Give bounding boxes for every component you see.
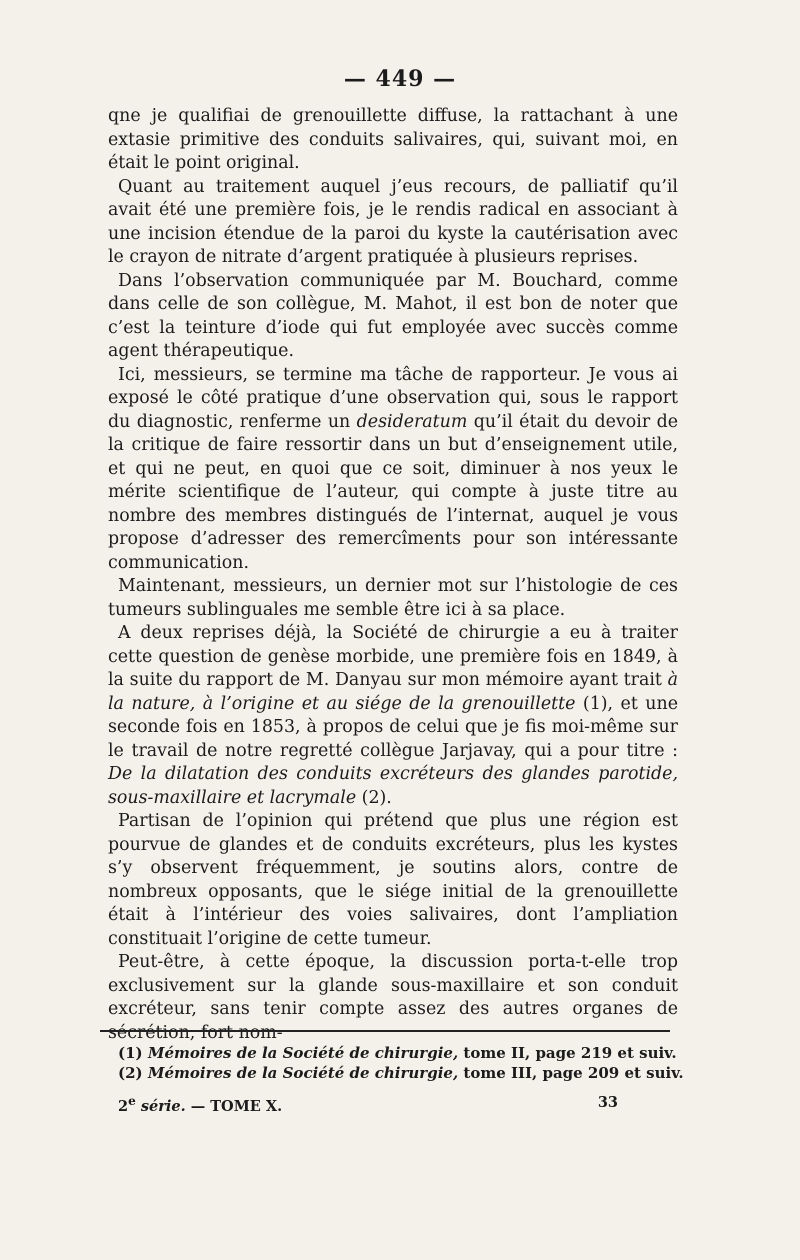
footnote-mark: (1) bbox=[118, 1044, 143, 1062]
paragraph-6-part-c: (1), et une seconde fois en 1853, à propos de celui que je fis moi-même sur le travail de notre regretté collègue Jarjavay, qui a pour titre : bbox=[108, 693, 679, 761]
paragraph-6 bbox=[108, 622, 678, 810]
page-number: — 449 — bbox=[343, 66, 457, 92]
signature-line bbox=[118, 1094, 618, 1115]
paragraph-4-italic: desideratum bbox=[356, 411, 468, 432]
paragraph-5: Maintenant, messieurs, un dernier mot sur l’histologie de ces tumeurs sublinguales me semble être ici à sa place. bbox=[108, 576, 678, 620]
footnote-rule bbox=[100, 1030, 670, 1032]
footnote-1 bbox=[118, 1043, 678, 1063]
paragraph-2: Quant au traitement auquel j’eus recours, de palliatif qu’il avait été une première fois, je le rendis radical en associant à une incision étendue de la paroi du kyste la cautérisation avec le crayon de nitrate d’argent pratiquée à plusieurs reprises. bbox=[108, 176, 678, 267]
signature-number: 33 bbox=[597, 1094, 618, 1111]
paragraph-4-part-a: Ici, messieurs, se termine ma tâche de rapporteur. Je vous ai exposé le côté pratique d’une observation qui, sous le rapport du diagnostic, renferme un bbox=[108, 364, 678, 432]
footnote-title: Mémoires de la Société de chirurgie, bbox=[147, 1064, 459, 1082]
series-label bbox=[118, 1094, 282, 1115]
paragraph-6-part-e: (2). bbox=[356, 787, 392, 808]
paragraph-4 bbox=[108, 364, 678, 576]
paragraph-4-part-c: qu’il était du devoir de la critique de faire ressortir dans un but d’enseignement utile, et qui ne peut, en quoi que ce soit, diminuer à nos yeux le mérite scientifique de l’auteur, qui compte à juste titre au nombre des membres distingués de l’internat, auquel je vous propose d’adresser des remercîments pour son intéressante communication. bbox=[108, 411, 678, 573]
paragraph-6-italic-1: à la nature, à l’origine et au siége de la grenouillette bbox=[108, 670, 678, 714]
footnote-rest: tome III, page 209 et suiv. bbox=[458, 1064, 684, 1082]
paragraph-8: Peut-être, à cette époque, la discussion porta-t-elle trop exclusivement sur la glande sous-maxillaire et son conduit excréteur, sans tenir compte assez des autres organes de sécrétion, fort nom- bbox=[108, 952, 678, 1043]
footnote-rest: tome II, page 219 et suiv. bbox=[458, 1044, 677, 1062]
series-superscript: e bbox=[128, 1094, 136, 1108]
footnote-2 bbox=[118, 1063, 684, 1083]
body-text bbox=[108, 105, 678, 1045]
footnotes bbox=[118, 1043, 684, 1083]
paragraph-6-part-a: A deux reprises déjà, la Société de chirurgie a eu à traiter cette question de genèse morbide, une première fois en 1849, à la suite du rapport de M. Danyau sur mon mémoire ayant trait bbox=[108, 623, 678, 690]
footnote-title: Mémoires de la Société de chirurgie, bbox=[147, 1044, 459, 1062]
paragraph-1: qne je qualifiai de grenouillette diffuse, la rattachant à une extasie primitive des conduits salivaires, qui, suivant moi, en était le point original. bbox=[108, 106, 678, 173]
tome-label: — TOME X. bbox=[190, 1097, 283, 1115]
footnote-mark: (2) bbox=[118, 1064, 143, 1082]
paragraph-3: Dans l’observation communiquée par M. Bouchard, comme dans celle de son collègue, M. Mahot, il est bon de noter que c’est la teinture d’iode qui fut employée avec succès comme agent thérapeutique. bbox=[108, 270, 678, 361]
paragraph-6-italic-2: De la dilatation des conduits excréteurs des glandes parotide, sous-maxillaire et lacrymale bbox=[108, 764, 678, 808]
paragraph-7: Partisan de l’opinion qui prétend que plus une région est pourvue de glandes et de conduits excréteurs, plus les kystes s’y observent fréquemment, je soutins alors, contre de nombreux opposants, que le siége initial de la grenouillette était à l’intérieur des voies salivaires, dont l’ampliation constituait l’origine de cette tumeur. bbox=[108, 811, 678, 949]
series-number: 2 bbox=[118, 1097, 129, 1115]
series-word: série. bbox=[140, 1097, 186, 1115]
